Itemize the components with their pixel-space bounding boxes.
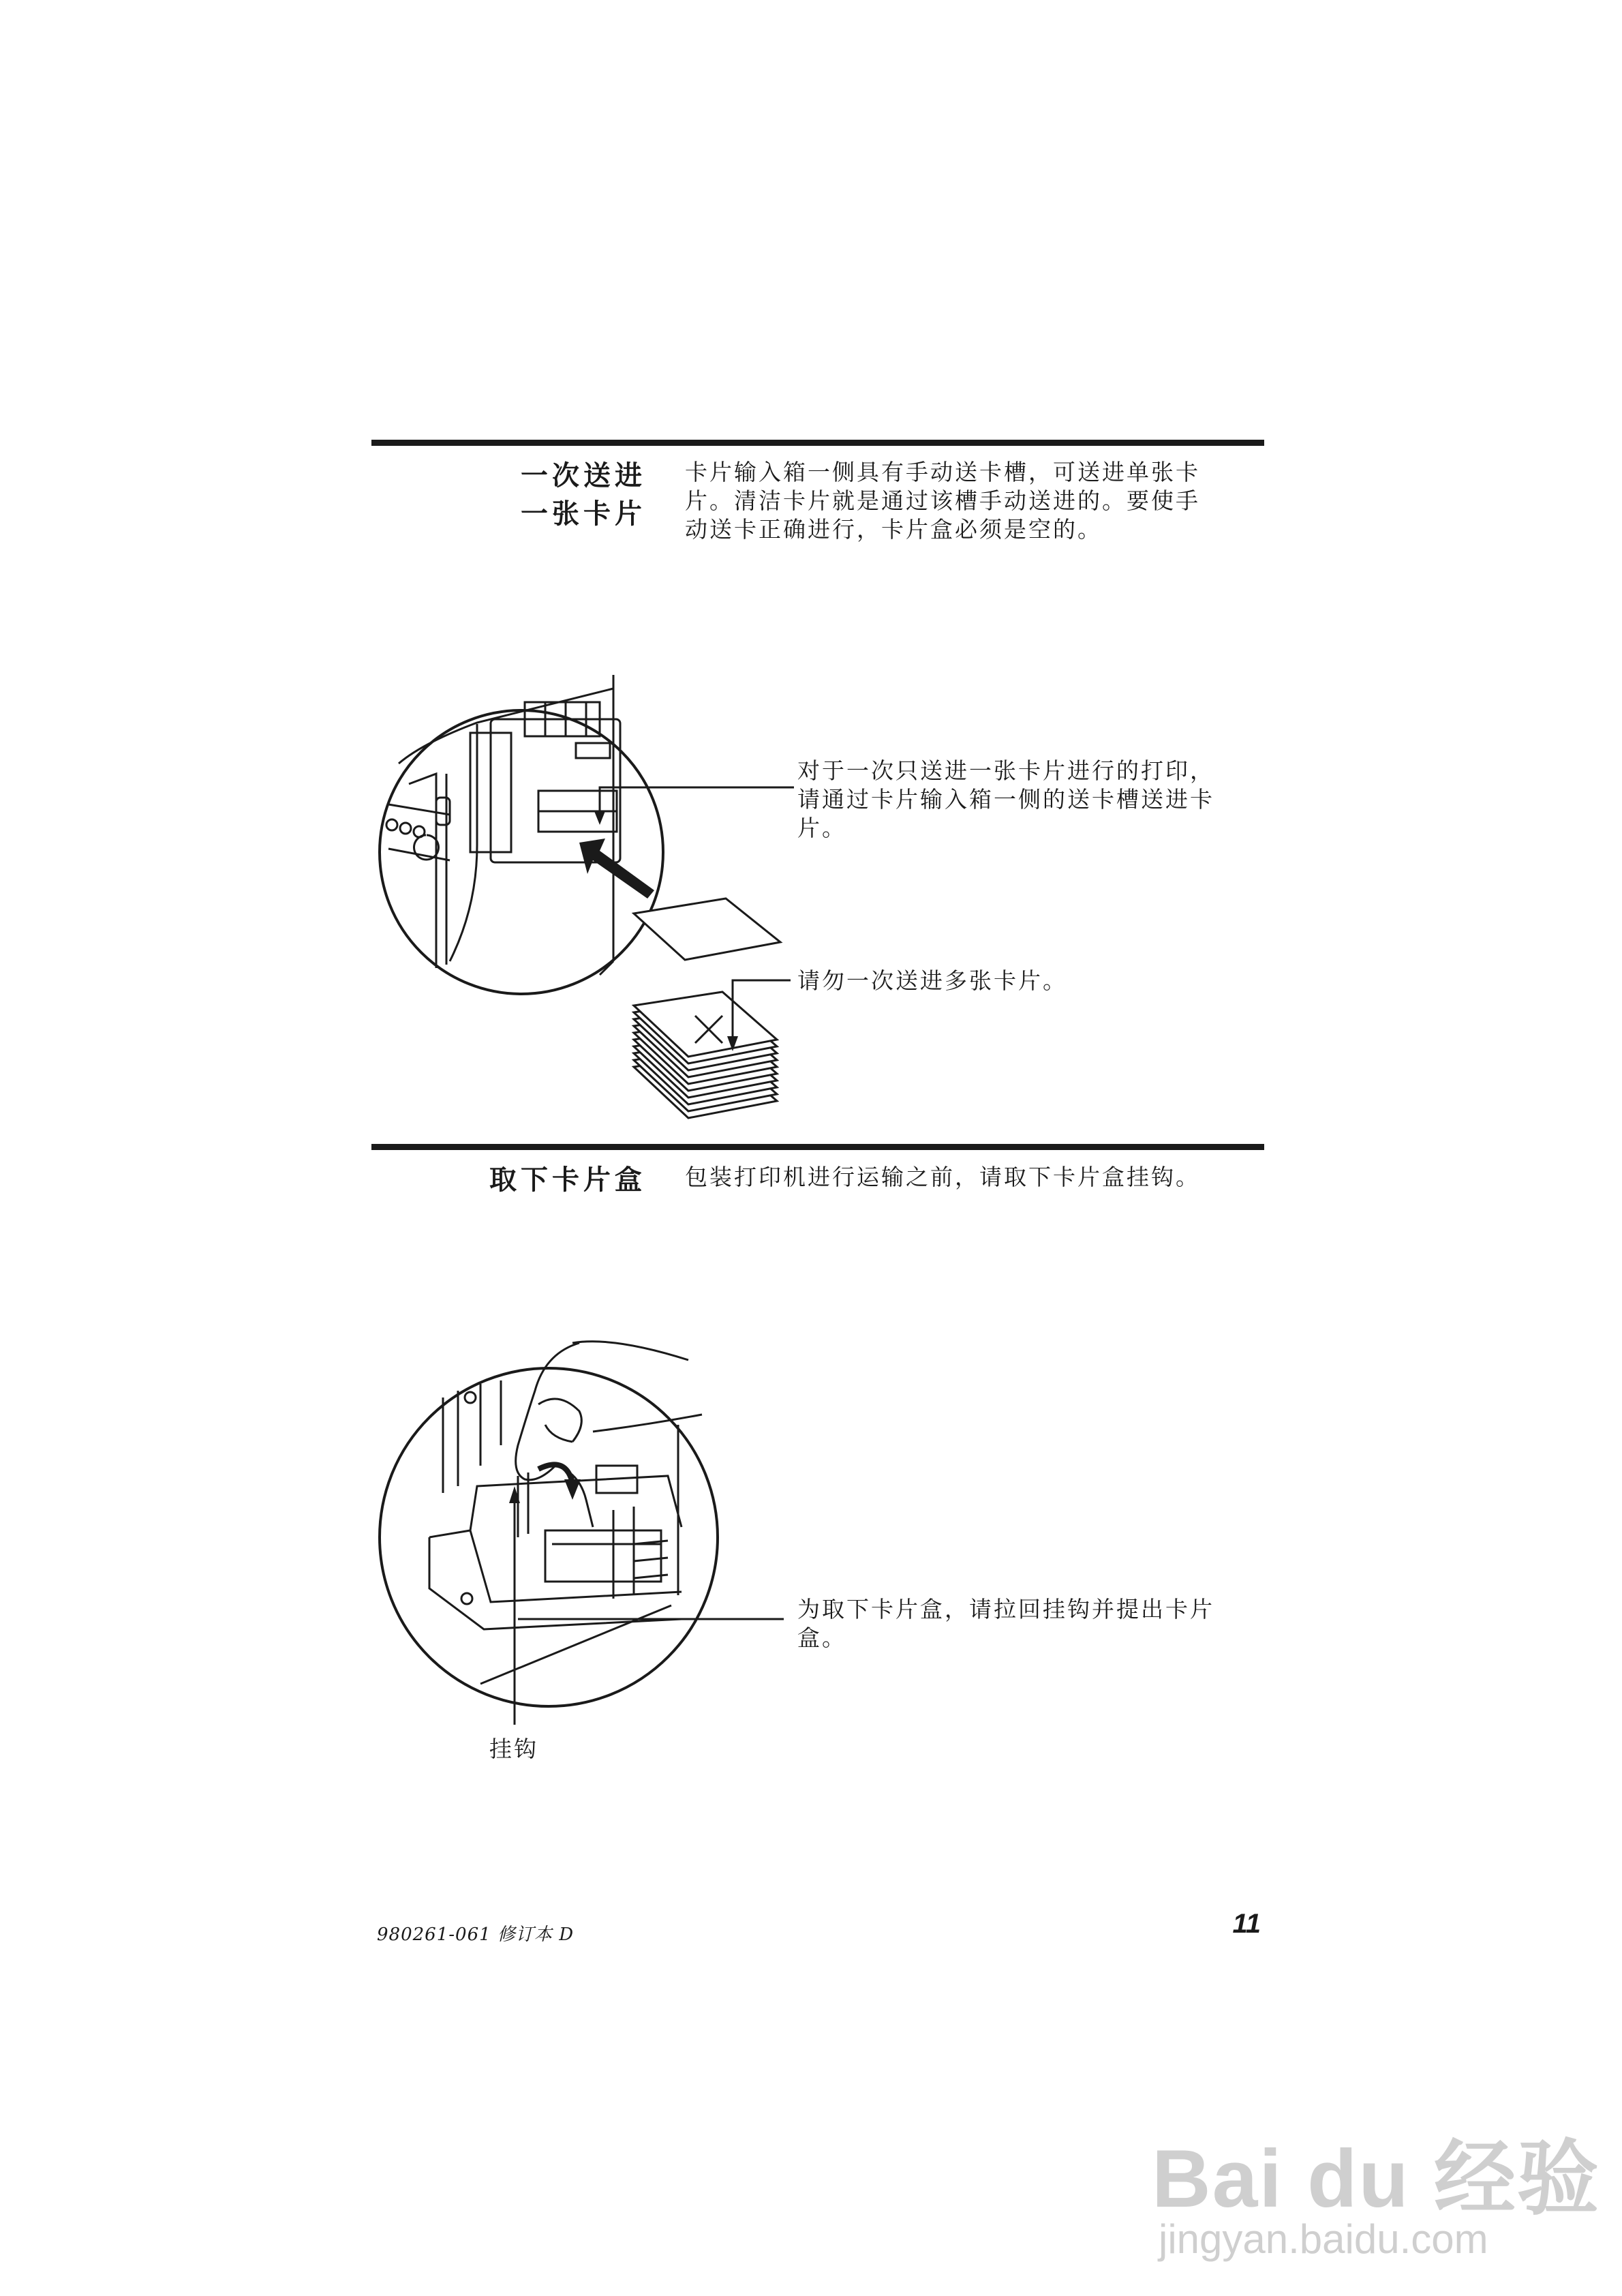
section-heading-remove-cartridge: 取下卡片盒 [489, 1164, 646, 1196]
callout-remove-cartridge: 为取下卡片盒，请拉回挂钩并提出卡片 盒。 [797, 1596, 1214, 1651]
watermark-url: jingyan.baidu.com [1159, 2216, 1488, 2262]
callout-single-card: 对于一次只送进一张卡片进行的打印， 请通过卡片输入箱一侧的送卡槽送进卡 片。 [797, 757, 1214, 841]
watermark-brand: Bai du 经验 [1152, 2133, 1601, 2224]
watermark-logo [1152, 2113, 1600, 2231]
section-body-remove-cartridge: 包装打印机进行运输之前，请取下卡片盒挂钩。 [685, 1164, 1200, 1190]
document-reference: 980261-061 修订本 D [377, 1924, 575, 1945]
page-number: 11 [1232, 1909, 1261, 1939]
heading-line-2: 一张卡片 [521, 498, 646, 530]
heading-line-1: 一次送进 [521, 459, 646, 492]
label-hook: 挂钩 [489, 1736, 538, 1762]
callout-no-multiple: 请勿一次送进多张卡片。 [797, 967, 1067, 994]
section-body-single-card: 卡片输入箱一侧具有手动送卡槽，可送进单张卡 片。清洁卡片就是通过该槽手动送进的。要使手 动送卡正确进行，卡片盒必须是空的。 [685, 459, 1200, 543]
